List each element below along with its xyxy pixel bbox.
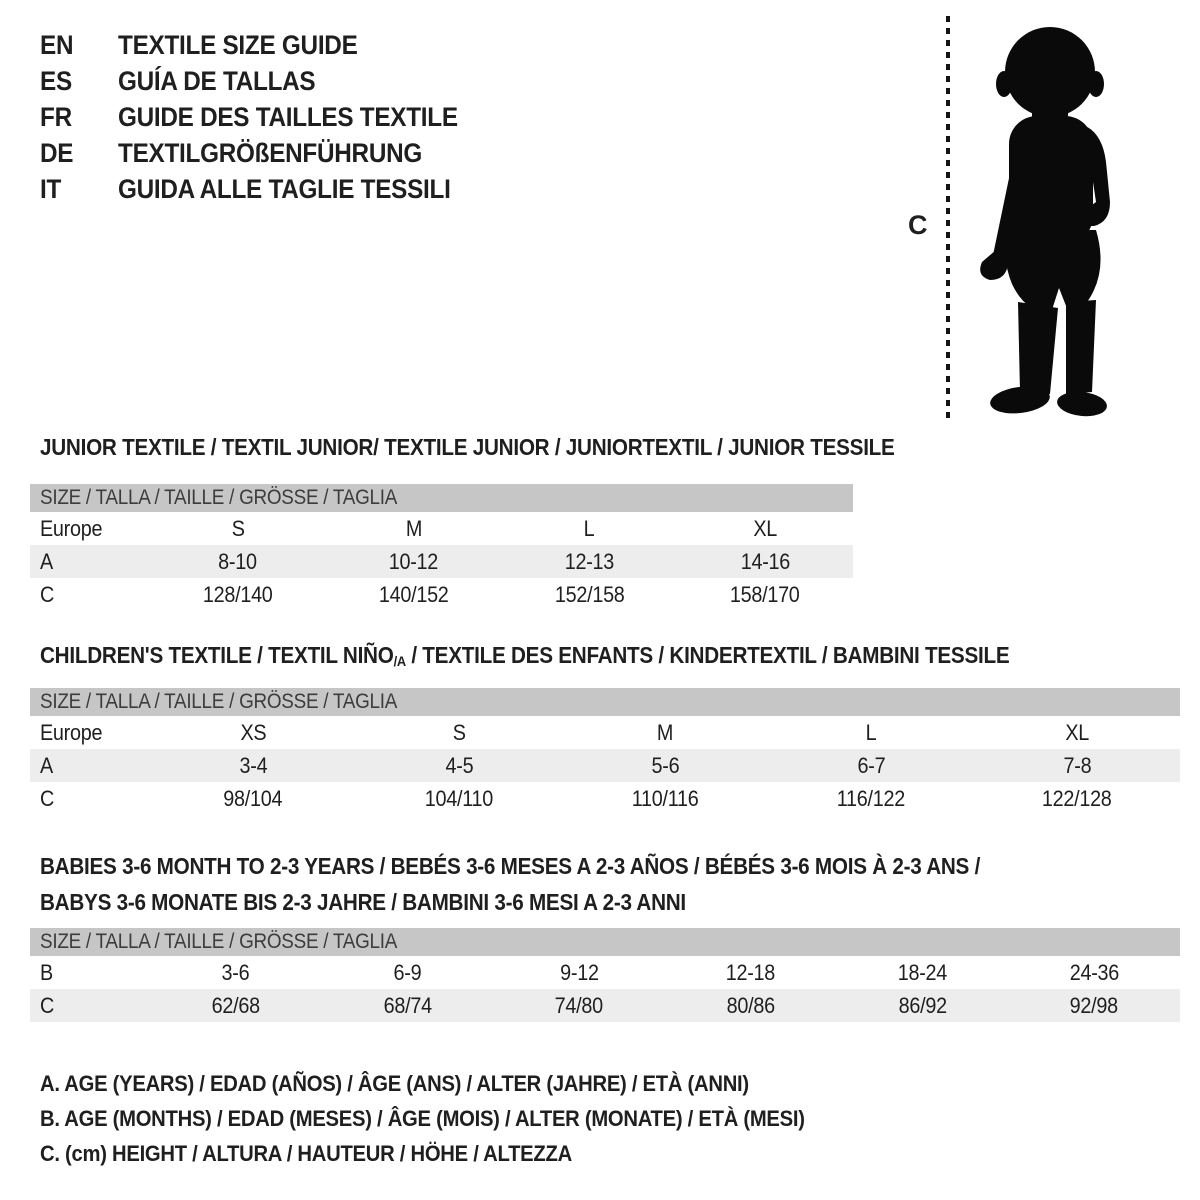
legend-height-cm: C. (cm) HEIGHT / ALTURA / HAUTEUR / HÖHE / ALTEZZA xyxy=(40,1141,572,1166)
row-label: Europe xyxy=(40,515,103,541)
junior-size-table xyxy=(30,484,853,611)
legend-age-months: B. AGE (MONTHS) / EDAD (MESES) / ÂGE (MOIS) / ALTER (MONATE) / ETÀ (MESI) xyxy=(40,1106,805,1131)
language-row-fr xyxy=(40,99,496,135)
junior-section-title: JUNIOR TEXTILE / TEXTIL JUNIOR/ TEXTILE JUNIOR / JUNIORTEXTIL / JUNIOR TESSILE xyxy=(40,434,895,460)
guide-title-en: TEXTILE SIZE GUIDE xyxy=(118,29,358,60)
babies-section-title xyxy=(40,848,980,920)
row-label: Europe xyxy=(40,719,103,745)
size-cell: L xyxy=(865,719,877,745)
legend-age-years: A. AGE (YEARS) / EDAD (AÑOS) / ÂGE (ANS) / ALTER (JAHRE) / ETÀ (ANNI) xyxy=(40,1071,749,1096)
size-table-header xyxy=(30,928,1180,956)
size-cell: S xyxy=(452,719,466,745)
table-row-age-months xyxy=(30,956,1180,989)
height-cell: 98/104 xyxy=(223,785,283,811)
size-cell: M xyxy=(656,719,674,745)
children-title-post: / TEXTILE DES ENFANTS / KINDERTEXTIL / BAMBINI TESSILE xyxy=(405,642,1010,668)
language-code: EN xyxy=(40,29,74,60)
language-code: FR xyxy=(40,101,72,132)
row-label: C xyxy=(40,992,55,1018)
age-cell: 8-10 xyxy=(218,548,258,574)
age-cell: 6-7 xyxy=(857,752,885,778)
language-row-de xyxy=(40,135,496,171)
age-cell: 4-5 xyxy=(445,752,473,778)
table-row-height-cm xyxy=(30,578,853,611)
children-section-title xyxy=(40,642,1009,669)
height-cell: 158/170 xyxy=(730,581,800,607)
guide-title-es: GUÍA DE TALLAS xyxy=(118,65,316,96)
guide-title-de: TEXTILGRÖßENFÜHRUNG xyxy=(118,137,423,168)
height-cell: 86/92 xyxy=(898,992,947,1018)
age-cell: 24-36 xyxy=(1069,959,1119,985)
height-cell: 104/110 xyxy=(424,785,494,811)
row-label: C xyxy=(40,785,55,811)
height-cell: 152/158 xyxy=(554,581,625,607)
age-cell: 12-13 xyxy=(564,548,615,574)
height-cell: 140/152 xyxy=(378,581,449,607)
language-row-en xyxy=(40,27,496,63)
height-cell: 62/68 xyxy=(211,992,260,1018)
children-title-pre: CHILDREN'S TEXTILE / TEXTIL NIÑO xyxy=(40,642,394,668)
size-header-label: SIZE / TALLA / TAILLE / GRÖSSE / TAGLIA xyxy=(40,690,398,713)
height-cell: 92/98 xyxy=(1070,992,1119,1018)
size-cell: XS xyxy=(240,719,266,745)
age-cell: 12-18 xyxy=(726,959,776,985)
language-code: IT xyxy=(40,173,62,204)
age-cell: 10-12 xyxy=(388,548,439,574)
age-cell: 3-4 xyxy=(239,752,267,778)
table-row-height-cm xyxy=(30,989,1180,1022)
age-cell: 18-24 xyxy=(897,959,948,985)
table-row-europe xyxy=(30,716,1180,749)
age-cell: 14-16 xyxy=(740,548,790,574)
height-cell: 122/128 xyxy=(1042,785,1112,811)
age-cell: 9-12 xyxy=(559,959,599,985)
toddler-silhouette-image xyxy=(962,12,1140,422)
size-cell: XL xyxy=(1065,719,1089,745)
height-measure-dashed-line xyxy=(946,16,950,420)
size-cell: M xyxy=(405,515,422,541)
size-table-header xyxy=(30,484,853,512)
age-cell: 6-9 xyxy=(393,959,422,985)
table-row-age-years xyxy=(30,749,1180,782)
legend xyxy=(40,1066,805,1171)
size-table-header xyxy=(30,688,1180,716)
row-label: A xyxy=(40,548,53,574)
language-code: ES xyxy=(40,65,72,96)
height-cell: 128/140 xyxy=(203,581,273,607)
guide-title-fr: GUIDE DES TAILLES TEXTILE xyxy=(118,101,458,132)
table-row-age-years xyxy=(30,545,853,578)
children-title-sub: /A xyxy=(393,654,406,670)
size-cell: L xyxy=(584,515,595,541)
row-label: C xyxy=(40,581,55,607)
size-cell: XL xyxy=(753,515,777,541)
height-cell: 110/116 xyxy=(631,785,699,811)
size-cell: S xyxy=(231,515,245,541)
guide-title-it: GUIDA ALLE TAGLIE TESSILI xyxy=(118,173,451,204)
size-header-label: SIZE / TALLA / TAILLE / GRÖSSE / TAGLIA xyxy=(40,930,398,953)
toddler-silhouette-svg xyxy=(962,12,1140,422)
babies-title-line2: BABYS 3-6 MONATE BIS 2-3 JAHRE / BAMBINI 3-6 MESI A 2-3 ANNI xyxy=(40,889,686,915)
age-cell: 5-6 xyxy=(651,752,679,778)
babies-title-line1: BABIES 3-6 MONTH TO 2-3 YEARS / BEBÉS 3-6 MESES A 2-3 AÑOS / BÉBÉS 3-6 MOIS À 2-3 ANS / xyxy=(40,853,981,879)
language-code: DE xyxy=(40,137,74,168)
height-cell: 74/80 xyxy=(555,992,604,1018)
language-row-it xyxy=(40,171,496,207)
children-size-table xyxy=(30,688,1180,815)
language-list xyxy=(40,27,496,207)
babies-size-table xyxy=(30,928,1180,1022)
age-cell: 7-8 xyxy=(1063,752,1091,778)
size-header-label: SIZE / TALLA / TAILLE / GRÖSSE / TAGLIA xyxy=(40,486,398,509)
height-cell: 80/86 xyxy=(726,992,775,1018)
language-row-es xyxy=(40,63,496,99)
age-cell: 3-6 xyxy=(221,959,250,985)
table-row-europe xyxy=(30,512,853,545)
height-cell: 116/122 xyxy=(836,785,906,811)
row-label: A xyxy=(40,752,53,778)
height-cell: 68/74 xyxy=(383,992,432,1018)
row-label: B xyxy=(40,959,53,985)
height-measure-label: C xyxy=(908,210,928,240)
table-row-height-cm xyxy=(30,782,1180,815)
